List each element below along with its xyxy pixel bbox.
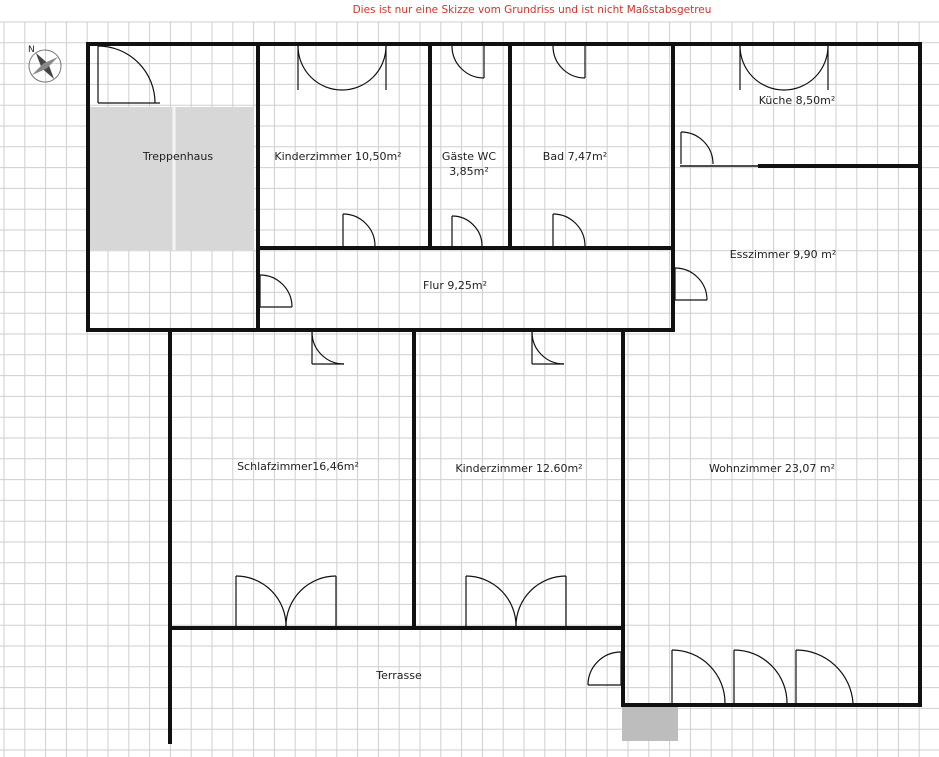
label-gaeste-wc: Gäste WC xyxy=(441,150,497,163)
label-kinderzimmer2: Kinderzimmer 12.60m² xyxy=(455,462,583,475)
label-schlafzimmer: Schlafzimmer16,46m² xyxy=(237,460,359,473)
north-label: N xyxy=(28,45,35,55)
label-treppenhaus: Treppenhaus xyxy=(142,150,214,163)
label-flur: Flur 9,25m² xyxy=(423,279,487,292)
label-gaeste-wc-area: 3,85m² xyxy=(449,165,489,178)
door-wohnzimmer-2[interactable] xyxy=(734,650,787,703)
door-wohnzimmer-3[interactable] xyxy=(796,650,853,703)
door-wc[interactable] xyxy=(452,216,482,246)
label-esszimmer: Esszimmer 9,90 m² xyxy=(729,248,837,261)
label-terrasse: Terrasse xyxy=(376,669,422,682)
door-flur-entry[interactable] xyxy=(260,275,292,307)
label-wohnzimmer: Wohnzimmer 23,07 m² xyxy=(708,462,836,475)
label-kueche: Küche 8,50m² xyxy=(758,94,836,107)
door-wc-window[interactable] xyxy=(452,46,484,78)
door-kueche[interactable] xyxy=(681,132,713,164)
base-block xyxy=(622,707,678,741)
door-schlafzimmer[interactable] xyxy=(312,332,344,364)
door-bad-window[interactable] xyxy=(553,46,585,78)
door-esszimmer[interactable] xyxy=(675,268,707,300)
label-bad: Bad 7,47m² xyxy=(542,150,608,163)
label-kinderzimmer1: Kinderzimmer 10,50m² xyxy=(274,150,402,163)
door-kinderzimmer1-window[interactable] xyxy=(298,46,386,90)
door-kinderzimmer2[interactable] xyxy=(532,332,564,364)
door-wohnzimmer-1[interactable] xyxy=(672,650,725,703)
disclaimer-note: Dies ist nur eine Skizze vom Grundriss und ist nicht Maßstabsgetreu xyxy=(352,4,712,16)
door-wohnzimmer-side[interactable] xyxy=(588,652,621,685)
stair-area xyxy=(90,107,254,250)
